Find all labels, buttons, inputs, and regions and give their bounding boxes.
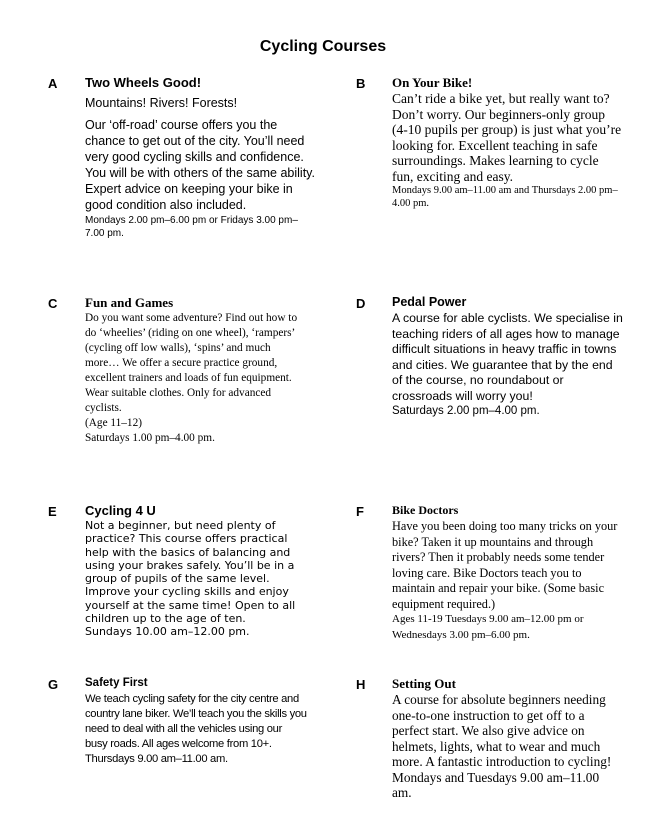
course-f-schedule: Tuesdays 9.00 am–12.00 pm or Wednesdays 3.00 pm–6.00 pm. <box>392 613 584 641</box>
course-a-subheading: Mountains! Rivers! Forests! <box>85 96 238 110</box>
course-letter-b: B <box>356 76 366 91</box>
course-b-description: Can’t ride a bike yet, but really want to? Don’t worry. Our beginners-only group (4-10 pupils per group) is just what you’re looking for. Excellent teaching in safe surroundings. Makes learning to cycle fun, exciting and easy. <box>392 91 622 184</box>
course-letter-d: D <box>356 296 366 311</box>
course-e-schedule: Sundays 10.00 am–12.00 pm. <box>85 625 250 639</box>
course-h-heading: Setting Out <box>392 676 456 691</box>
course-letter-g: G <box>48 677 59 692</box>
course-e <box>85 502 300 639</box>
course-g <box>85 675 307 767</box>
course-d-heading: Pedal Power <box>392 295 467 309</box>
course-a-schedule: Mondays 2.00 pm–6.00 pm or Fridays 3.00 pm–7.00 pm. <box>85 215 298 239</box>
course-letter-e: E <box>48 504 57 519</box>
course-h-description: A course for absolute beginners needing one-to-one instruction to get off to a perfect start. We also give advice on helmets, lights, what to wear and much more. A fantastic introduction to cycling! Mondays and Tuesdays 9.00 am–11.00 am. <box>392 692 612 800</box>
course-a-heading: Two Wheels Good! <box>85 75 202 90</box>
course-letter-c: C <box>48 296 58 311</box>
course-g-description: We teach cycling safety for the city centre and country lane biker. We’ll teach you the skills you need to deal with all the vehicles using our busy roads. All ages welcome from 10+. Thursdays 9.00 am–11.00 am. <box>85 693 307 765</box>
course-c <box>85 294 307 446</box>
page-title: Cycling Courses <box>259 38 387 55</box>
course-letter-h: H <box>356 677 366 692</box>
course-letter-f: F <box>356 504 364 519</box>
course-g-heading: Safety First <box>85 677 148 689</box>
course-b <box>392 74 622 210</box>
course-e-heading: Cycling 4 U <box>85 503 156 518</box>
course-e-description: Not a beginner, but need plenty of practice? This course offers practical help with the basics of balancing and using your brakes safely. You’ll be in a group of pupils of the same level. Improve your cycling skills and enjoy yourself at the same time! Open to all children up to the age of ten. <box>85 519 296 626</box>
course-f-age: Ages 11-19 <box>392 613 443 625</box>
course-a <box>85 74 315 240</box>
course-h <box>392 675 616 801</box>
course-d-description: A course for able cyclists. We specialise in teaching riders of all ages how to manage difficult situations in heavy traffic in towns and cities. We guarantee that by the end of the course, no roundabout or crossroads will worry you! <box>392 311 623 403</box>
course-f-heading: Bike Doctors <box>392 503 459 517</box>
course-letter-a: A <box>48 76 58 91</box>
course-c-schedule: Saturdays 1.00 pm–4.00 pm. <box>85 432 215 444</box>
course-b-schedule: Mondays 9.00 am–11.00 am and Thursdays 2.00 pm–4.00 pm. <box>392 185 618 209</box>
course-c-heading: Fun and Games <box>85 295 174 310</box>
course-a-description: Our ‘off-road’ course offers you the chance to get out of the city. You’ll need very good cycling skills and confidence. You will be with others of the same ability. Expert advice on keeping your bike in good condition also included. <box>85 118 315 212</box>
course-c-age: (Age 11–12) <box>85 417 142 429</box>
course-d <box>392 294 624 419</box>
course-b-heading: On Your Bike! <box>392 75 473 90</box>
course-d-schedule: Saturdays 2.00 pm–4.00 pm. <box>392 405 540 417</box>
course-c-description: Do you want some adventure? Find out how to do ‘wheelies’ (riding on one wheel), ‘rampers’ (cycling off low walls), ‘spins’ and much more… We offer a secure practice ground, excellent trainers and loads of fun equipment. Wear suitable clothes. Only for advanced cyclists. <box>85 312 298 414</box>
course-f-description: Have you been doing too many tricks on your bike? Taken it up mountains and through rivers? Then it probably needs some tender loving care. Bike Doctors teach you to maintain and repair your bike. (Some basic equipment required.) <box>392 519 618 611</box>
course-f <box>392 502 624 643</box>
